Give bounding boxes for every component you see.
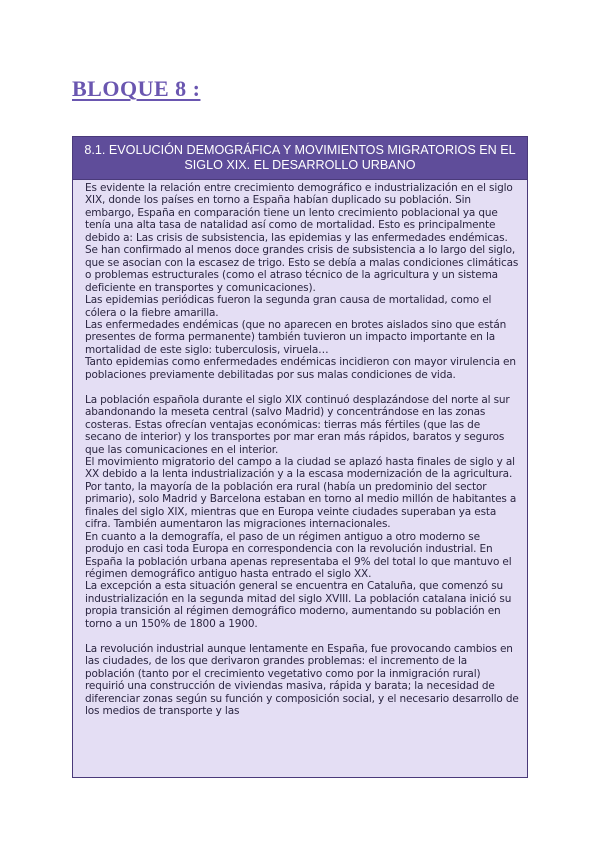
paragraph: La excepción a esta situación general se encuentra en Cataluña, que comenzó su industrialización en la segunda mitad del siglo XVIII. La población catalana inició su propia transición al régimen demográfico moderno, aumentando su población en torno a un 150% de 1800 a 1900. (85, 580, 512, 630)
section-box (72, 136, 528, 778)
paragraph-spacer (85, 630, 519, 642)
paragraph: La población española durante el siglo XIX continuó desplazándose del norte al sur abandonando la meseta central (salvo Madrid) y concentrándose en las zonas costeras. Estas ofrecían ventajas económicas: tierras más fértiles (que las de secano de interior) y los transportes por mar eran más rápidos, baratos y seguros que las comunicaciones en el interior. (85, 393, 510, 456)
paragraph: Las enfermedades endémicas (que no aparecen en brotes aislados sino que están presentes de forma permanente) también tuvieron un impacto importante en la mortalidad de este siglo: tuberculosis, viruela… (85, 318, 507, 356)
paragraph: En cuanto a la demografía, el paso de un régimen antiguo a otro moderno se produjo en casi toda Europa en correspondencia con la revolución industrial. En España la población urbana apenas representaba el 9% del total lo que mantuvo el régimen demográfico antiguo hasta entrado el siglo XX. (85, 530, 512, 581)
section-title: 8.1. EVOLUCIÓN DEMOGRÁFICA Y MOVIMIENTOS MIGRATORIOS EN EL SIGLO XIX. EL DESARROLLO URBANO (73, 137, 527, 180)
paragraph-spacer (85, 381, 519, 393)
paragraph: El movimiento migratorio del campo a la ciudad se aplazó hasta finales de siglo y al XX debido a la lenta industrialización y a la escasa modernización de la agricultura. Por tanto, la mayoría de la población era rural (había un predominio del sector primario), solo Madrid y Barcelona estaban en torno al medio millón de habitantes a finales del siglo XIX, mientras que en Europa veinte ciudades superaban ya esta cifra. También aumentaron las migraciones internacionales. (85, 455, 517, 531)
paragraph: Las epidemias periódicas fueron la segunda gran causa de mortalidad, como el cólera o la fiebre amarilla. (85, 294, 492, 319)
paragraph: Se han confirmado al menos doce grandes crisis de subsistencia a lo largo del siglo, que se asocian con la escasez de trigo. Esto se debía a malas condiciones climáticas o problemas estructurales (como el atraso técnico de la agricultura y un sistema deficiente en transportes y comunicaciones). (85, 244, 519, 294)
page-heading: BLOQUE 8 : (72, 76, 201, 101)
paragraph: Es evidente la relación entre crecimiento demográfico e industrialización en el siglo XIX, donde los países en torno a España habían duplicado su población. Sin embargo, España en comparación tiene un lento crecimiento poblacional ya que tenía una alta tasa de natalidad así como de mortalidad. Esto es principalmente debido a: Las crisis de subsistencia, las epidemias y las enfermedades endémicas. (85, 182, 513, 244)
paragraph: La revolución industrial aunque lentamente en España, fue provocando cambios en las ciudades, de los que derivaron grandes problemas: el incremento de la población (tanto por el crecimiento vegetativo como por la inmigración rural) requirió una construcción de viviendas masiva, rápida y barata; la necesidad de diferenciar zonas según su función y composición social, y el necesario desarrollo de los medios de transporte y las (85, 642, 519, 717)
section-body (73, 180, 527, 717)
paragraph: Tanto epidemias como enfermedades endémicas incidieron con mayor virulencia en poblaciones previamente debilitadas por sus malas condiciones de vida. (85, 356, 516, 381)
